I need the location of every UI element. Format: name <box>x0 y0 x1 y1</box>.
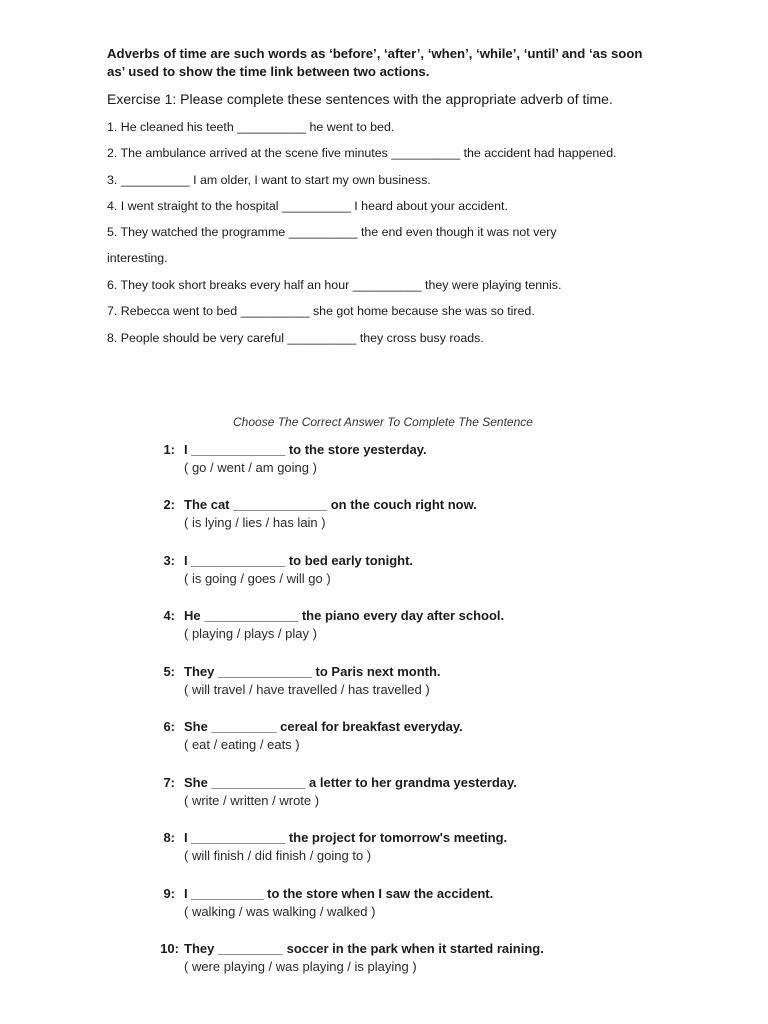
question-text: They _________ soccer in the park when it started raining. <box>184 941 544 956</box>
question-options: ( playing / plays / play ) <box>184 626 317 641</box>
question-number: 7: <box>163 775 175 790</box>
intro-paragraph: Adverbs of time are such words as ‘before’, ‘after’, ‘when’, ‘while’, ‘until’ and ‘as soon as’ used to show the time link between two actions. <box>107 46 643 79</box>
question-text: They _____________ to Paris next month. <box>184 664 441 679</box>
question-text: I __________ to the store when I saw the accident. <box>184 886 494 901</box>
question-text: She _________ cereal for breakfast everyday. <box>184 719 463 734</box>
exercise1-line: 8. People should be very careful __________ they cross busy roads. <box>107 331 484 345</box>
question-text: She _____________ a letter to her grandma yesterday. <box>184 775 517 790</box>
question-options: ( eat / eating / eats ) <box>184 737 300 752</box>
question-number: 1: <box>163 442 175 457</box>
exercise1-title: Exercise 1: Please complete these sentences with the appropriate adverb of time. <box>107 91 613 107</box>
question-options: ( will finish / did finish / going to ) <box>184 848 372 863</box>
question-text: I _____________ the project for tomorrow's meeting. <box>184 830 508 845</box>
question-number: 8: <box>163 830 175 845</box>
question-options: ( write / written / wrote ) <box>184 793 320 808</box>
exercise1-line: 5. They watched the programme __________ the end even though it was not very <box>107 225 557 239</box>
question-options: ( go / went / am going ) <box>184 460 317 475</box>
question-options: ( walking / was walking / walked ) <box>184 904 376 919</box>
question-options: ( were playing / was playing / is playing ) <box>184 959 417 974</box>
question-text: He _____________ the piano every day after school. <box>184 608 505 623</box>
question-number: 5: <box>163 664 175 679</box>
question-text: The cat _____________ on the couch right now. <box>184 497 477 512</box>
question-text: I _____________ to bed early tonight. <box>184 553 414 568</box>
question-number: 10: <box>160 941 179 956</box>
exercise1-line: 3. __________ I am older, I want to start my own business. <box>107 173 431 187</box>
question-number: 2: <box>163 497 175 512</box>
exercise1-line: 6. They took short breaks every half an hour __________ they were playing tennis. <box>107 278 562 292</box>
exercise1-line: interesting. <box>107 251 168 265</box>
question-number: 4: <box>163 608 175 623</box>
exercise1-line: 4. I went straight to the hospital __________ I heard about your accident. <box>107 199 508 213</box>
question-number: 6: <box>163 719 175 734</box>
question-text: I _____________ to the store yesterday. <box>184 442 427 457</box>
exercise1-line: 2. The ambulance arrived at the scene five minutes __________ the accident had happened. <box>107 146 617 160</box>
question-options: ( is going / goes / will go ) <box>184 571 331 586</box>
exercise1-line: 1. He cleaned his teeth __________ he went to bed. <box>107 120 395 134</box>
question-number: 9: <box>163 886 175 901</box>
question-number: 3: <box>163 553 175 568</box>
question-options: ( is lying / lies / has lain ) <box>184 515 326 530</box>
question-options: ( will travel / have travelled / has travelled ) <box>184 682 430 697</box>
section2-title: Choose The Correct Answer To Complete The Sentence <box>233 415 533 429</box>
exercise1-line: 7. Rebecca went to bed __________ she got home because she was so tired. <box>107 304 535 318</box>
